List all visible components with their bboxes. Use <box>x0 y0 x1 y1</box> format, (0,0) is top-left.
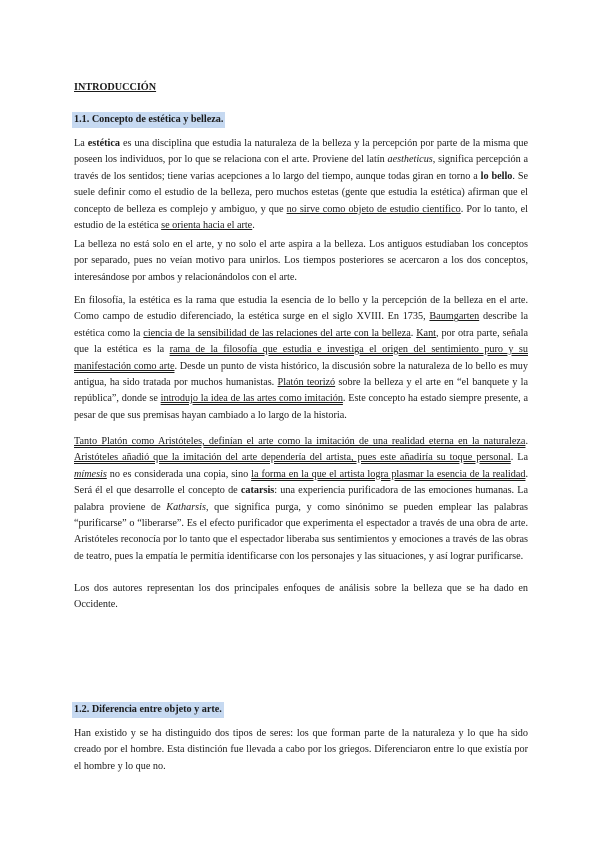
paragraph-estetica: La estética es una disciplina que estudia la naturaleza de la belleza y la percepción por parte de la misma que poseen los individuos, por lo que se relaciona con el arte. Proviene del latín aestheticus, significa percepción a través de los sentidos; tiene varias acepciones a lo largo del tiempo, aunque todas giran en torno a lo bello. Se suele definir como el estudio de la belleza, pero muchos estetas (gente que estudia la estética) afirman que el concepto de belleza es complejo y ambiguo, y que no sirve como objeto de estudio científico. Por lo tanto, el estudio de la estética se orienta hacia el arte. <box>74 138 529 232</box>
paragraph-platon-aristoteles: Tanto Platón como Aristóteles, definían el arte como la imitación de una realidad eterna en la naturaleza. Aristóteles añadió que la imitación del arte dependería del artista, pues este añadiría su toque personal. La mímesis no es considerada una copia, sino la forma en la que el artista logra plasmar la esencia de la realidad. Será él el que desarrolle el concepto de catarsis: una experiencia purificadora de las emociones humanas. La palabra proviene de Katharsis, que significa purga, y como sinónimo se pueden emplear las palabras “purificarse” o “liberarse”. Es el efecto purificador que experimenta el espectador a través de una obra de arte. Aristóteles reconocía por lo tanto que el espectador liberaba sus sentimientos y emociones a través de las obras de teatro, pues la empatía le permitía identificarse con los personajes y las situaciones, y así lograr purificarse. <box>74 436 529 562</box>
term-catarsis: catarsis <box>240 485 275 497</box>
term-estetica: estética <box>87 138 120 149</box>
term-lo-bello: lo bello <box>480 170 513 182</box>
page-title: INTRODUCCIÓN <box>74 82 157 93</box>
paragraph-objeto-arte: Han existido y se ha distinguido dos tipos de seres: los que forman parte de la naturaleza y lo que ha sido creado por el hombre. Esta distinción fue llevada a cabo por los griegos. Diferenciaron entre lo que existía por el hombre y lo que no. <box>74 728 528 772</box>
section-heading-1-1: 1.1. Concepto de estética y belleza. <box>72 112 225 128</box>
term-katharsis: Katharsis <box>166 501 206 513</box>
paragraph-belleza: La belleza no está solo en el arte, y no solo el arte aspira a la belleza. Los antiguos estudiaban los conceptos por separado, pues no veían motivo para unirlos. Los tiempos posteriores se acercaron a los dos conceptos, interesándose por ambos y relacionándolos con el arte. <box>74 239 528 283</box>
section-heading-1-2: 1.2. Diferencia entre objeto y arte. <box>72 702 224 718</box>
paragraph-conclusion: Los dos autores representan los dos principales enfoques de análisis sobre la belleza que se ha dado en Occidente. <box>74 583 528 611</box>
term-mimesis: mímesis <box>74 468 107 480</box>
paragraph-filosofia: En filosofía, la estética es la rama que estudia la esencia de lo bello y la percepción de la belleza en el arte. Como campo de estudio diferenciado, la estética surge en el siglo XVIII. En 1735, Baumgarten describe la estética como la ciencia de la sensibilidad de las relaciones del arte con la belleza. Kant, por otra parte, señala que la estética es la rama de la filosofía que estudia e investiga el origen del sentimiento puro y su manifestación como arte. Desde un punto de vista histórico, la discusión sobre la naturaleza de lo bello es muy antigua, ha sido tratada por muchos humanistas. Platón teorizó sobre la belleza y el arte en “el banquete y la república”, donde se introdujo la idea de las artes como imitación. Este concepto ha estado siempre presente, a pesar de que sus premisas hayan cambiado a lo largo de la historia. <box>74 295 529 421</box>
term-aestheticus: aestheticus <box>387 154 433 166</box>
